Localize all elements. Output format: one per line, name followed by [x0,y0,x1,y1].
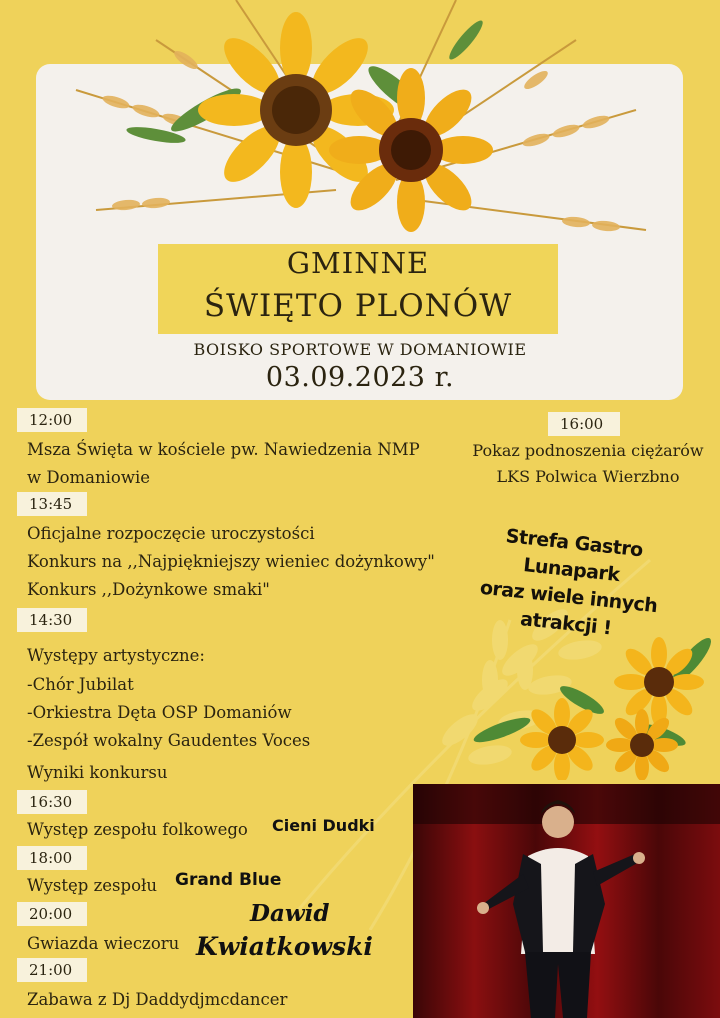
schedule-text: -Zespół wokalny Gaudentes Voces [27,731,311,750]
schedule-text: Wyniki konkursu [27,763,168,782]
schedule-text: -Orkiestra Dęta OSP Domaniów [27,703,292,722]
title-box [158,244,558,334]
performer-name: Grand Blue [175,870,282,890]
performer-photo [413,784,720,1018]
time-badge-1630: 16:30 [17,790,87,814]
schedule-text: Występ zespołu [27,876,157,895]
time-badge-2000: 20:00 [17,902,87,926]
time-badge-1800: 18:00 [17,846,87,870]
time-badge-1430: 14:30 [17,608,87,632]
side-event-line-2: LKS Polwica Wierzbno [496,467,680,486]
attraction-item: Lunapark [522,554,621,587]
side-event-line-1: Pokaz podnoszenia ciężarów [472,441,704,460]
schedule-text: Msza Święta w kościele pw. Nawiedzenia NMP [27,440,420,459]
attraction-item: oraz wiele innych [478,576,659,618]
title-line-1: GMINNE [286,246,430,280]
attraction-item: Strefa Gastro [504,525,644,562]
schedule-text: w Domaniowie [27,468,151,487]
schedule-text: Konkurs ,,Dożynkowe smaki" [27,580,270,599]
schedule-text: -Chór Jubilat [27,675,134,694]
sunflower-cluster-illustration [462,620,720,780]
headliner-first-name: Dawid [250,900,330,927]
schedule-text: Oficjalne rozpoczęcie uroczystości [27,524,315,543]
headliner-last-name: Kwiatkowski [196,932,373,961]
schedule-text: Występy artystyczne: [27,646,205,665]
time-badge-2100: 21:00 [17,958,87,982]
attraction-item: atrakcji ! [519,608,613,640]
time-badge-1345: 13:45 [17,492,87,516]
title-line-2: ŚWIĘTO PLONÓW [203,288,513,324]
time-badge-1600: 16:00 [548,412,620,436]
schedule-text: Zabawa z Dj Daddydjmcdancer [27,990,288,1009]
schedule-text: Występ zespołu folkowego [27,820,248,839]
location-subtitle: BOISKO SPORTOWE W DOMANIOWIE [193,340,527,359]
time-badge-1200: 12:00 [17,408,87,432]
event-date: 03.09.2023 r. [265,362,455,393]
performer-name: Cieni Dudki [272,816,375,835]
schedule-text: Konkurs na ,,Najpiękniejszy wieniec dożynkowy" [27,552,435,571]
schedule-text: Gwiazda wieczoru [27,934,180,953]
